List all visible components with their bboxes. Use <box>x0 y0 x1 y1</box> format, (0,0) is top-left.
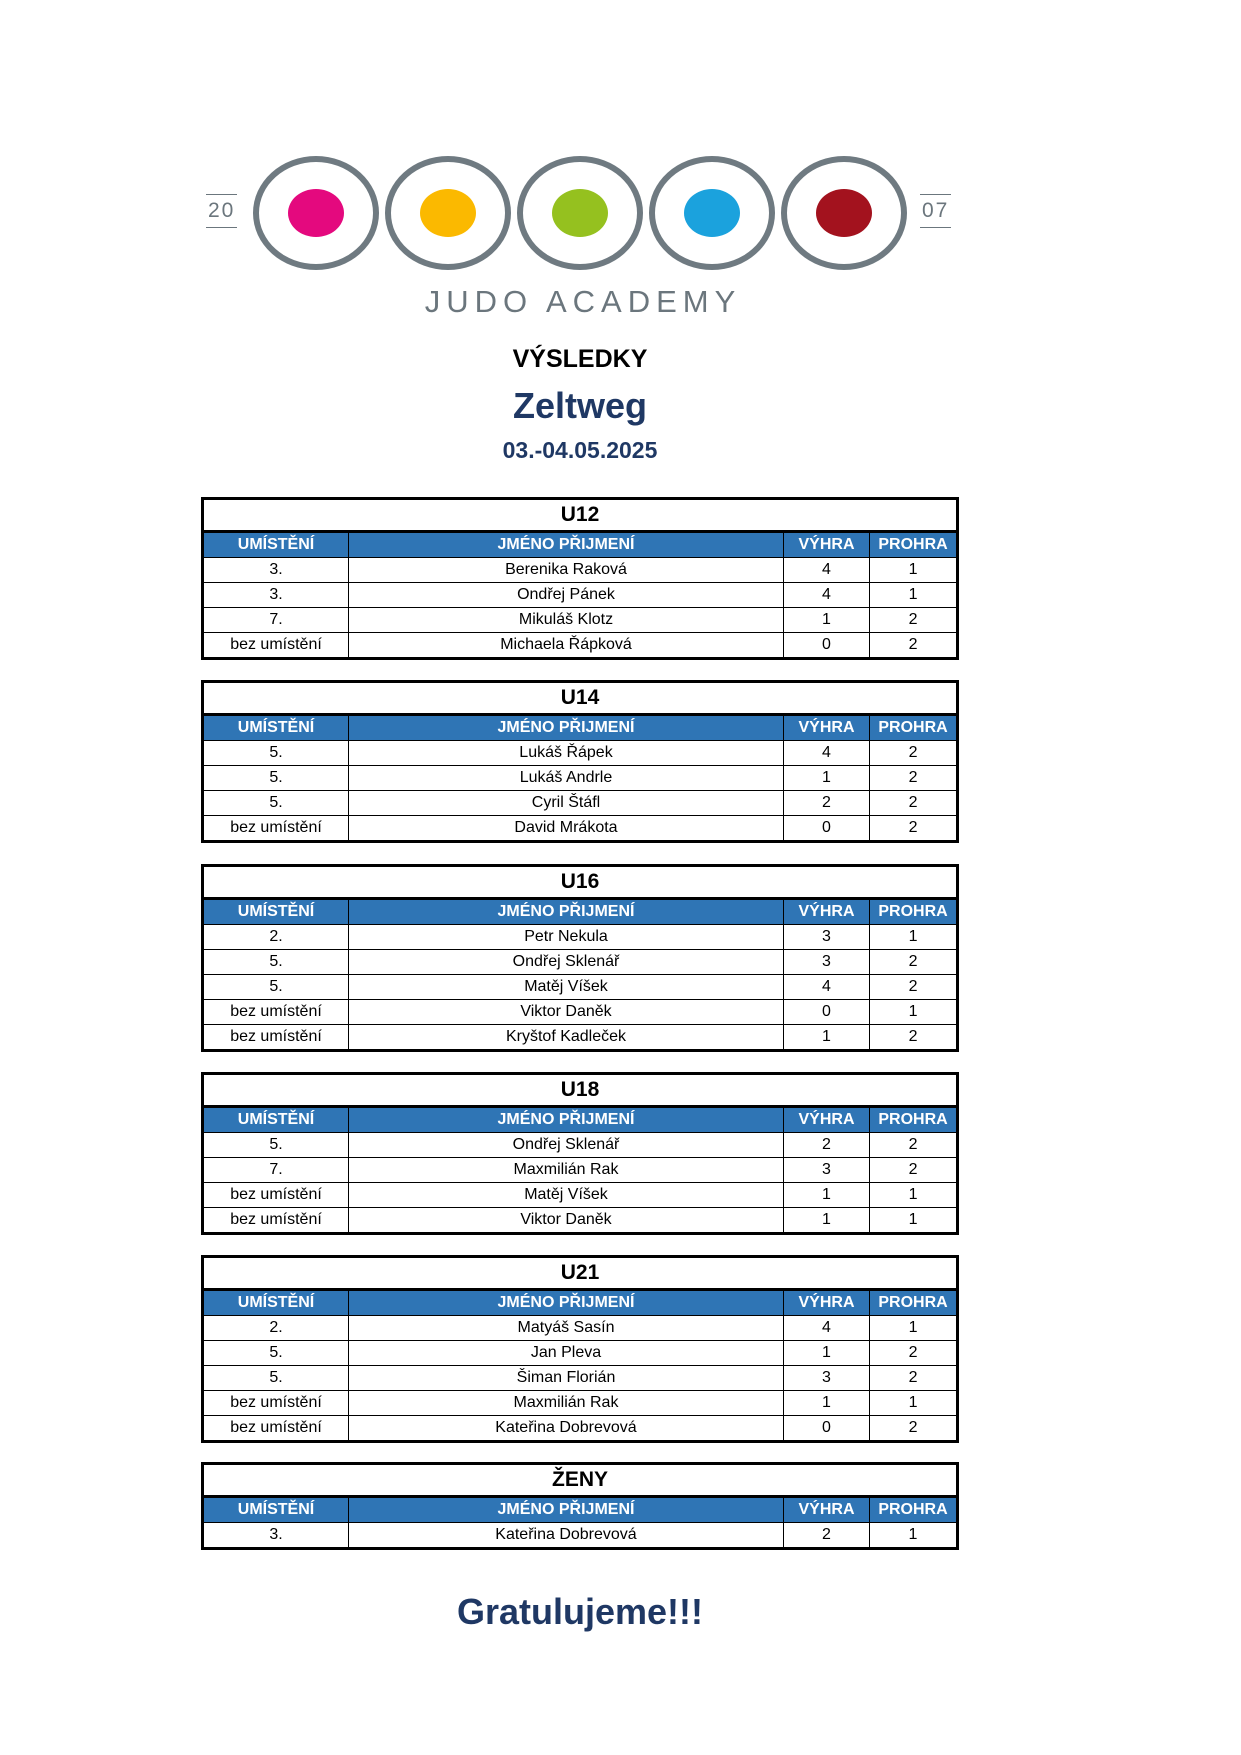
header-name: JMÉNO PŘIJMENÍ <box>349 532 784 558</box>
cell-losses: 2 <box>870 791 958 816</box>
cell-name: Michaela Řápková <box>349 633 784 659</box>
cell-wins: 3 <box>784 950 870 975</box>
cell-losses: 2 <box>870 608 958 633</box>
cell-wins: 4 <box>784 741 870 766</box>
header-name: JMÉNO PŘIJMENÍ <box>349 1290 784 1316</box>
table-row <box>203 558 958 583</box>
category-title: ŽENY <box>203 1464 958 1497</box>
table-row <box>203 1523 958 1549</box>
cell-losses: 2 <box>870 1133 958 1158</box>
cell-name: Viktor Daněk <box>349 1208 784 1234</box>
cell-place: 5. <box>203 1133 349 1158</box>
header-wins: VÝHRA <box>784 532 870 558</box>
cell-losses: 1 <box>870 1208 958 1234</box>
table-row <box>203 791 958 816</box>
cell-place: 2. <box>203 925 349 950</box>
table-row <box>203 816 958 842</box>
page-heading: VÝSLEDKY <box>512 345 648 373</box>
cell-name: Jan Pleva <box>349 1341 784 1366</box>
cell-wins: 2 <box>784 1133 870 1158</box>
logo-brand: JUDO ACADEMY <box>424 284 742 319</box>
cell-wins: 3 <box>784 1158 870 1183</box>
table-row <box>203 766 958 791</box>
cell-losses: 1 <box>870 1183 958 1208</box>
cell-losses: 2 <box>870 1025 958 1051</box>
table-row <box>203 583 958 608</box>
logo-rings <box>253 152 913 272</box>
table-row <box>203 741 958 766</box>
cell-wins: 1 <box>784 1025 870 1051</box>
cell-wins: 1 <box>784 608 870 633</box>
table-row <box>203 1025 958 1051</box>
logo-year-left: 20 <box>206 194 237 228</box>
cell-losses: 1 <box>870 1523 958 1549</box>
header-place: UMÍSTĚNÍ <box>203 1497 349 1523</box>
cell-wins: 1 <box>784 1183 870 1208</box>
cell-losses: 2 <box>870 1366 958 1391</box>
table-row <box>203 1416 958 1442</box>
header-losses: PROHRA <box>870 1107 958 1133</box>
table-row <box>203 950 958 975</box>
cell-name: Matěj Víšek <box>349 975 784 1000</box>
cell-name: Lukáš Andrle <box>349 766 784 791</box>
results-table <box>201 497 959 660</box>
cell-place: bez umístění <box>203 1025 349 1051</box>
cell-name: Petr Nekula <box>349 925 784 950</box>
cell-wins: 4 <box>784 583 870 608</box>
table-row <box>203 925 958 950</box>
header-name: JMÉNO PŘIJMENÍ <box>349 1107 784 1133</box>
logo-ring <box>649 156 775 270</box>
category-title: U16 <box>203 866 958 899</box>
cell-losses: 2 <box>870 1416 958 1442</box>
table-row <box>203 1183 958 1208</box>
table-row <box>203 1341 958 1366</box>
cell-place: bez umístění <box>203 816 349 842</box>
category-title: U21 <box>203 1257 958 1290</box>
cell-losses: 2 <box>870 975 958 1000</box>
results-table <box>201 1072 959 1235</box>
logo-year-right: 07 <box>920 194 951 228</box>
logo-dot-pink <box>288 189 344 237</box>
cell-name: Šiman Florián <box>349 1366 784 1391</box>
cell-losses: 2 <box>870 816 958 842</box>
cell-name: Mikuláš Klotz <box>349 608 784 633</box>
header-losses: PROHRA <box>870 1497 958 1523</box>
results-table <box>201 1255 959 1443</box>
cell-place: 5. <box>203 766 349 791</box>
cell-place: 5. <box>203 975 349 1000</box>
cell-wins: 1 <box>784 766 870 791</box>
cell-name: Matěj Víšek <box>349 1183 784 1208</box>
cell-place: bez umístění <box>203 1183 349 1208</box>
cell-place: 5. <box>203 791 349 816</box>
event-dates: 03.-04.05.2025 <box>502 437 658 463</box>
logo-ring <box>517 156 643 270</box>
table-row <box>203 1316 958 1341</box>
logo-dot-yellow <box>420 189 476 237</box>
cell-losses: 1 <box>870 1391 958 1416</box>
header-place: UMÍSTĚNÍ <box>203 1290 349 1316</box>
cell-losses: 1 <box>870 1316 958 1341</box>
cell-losses: 2 <box>870 633 958 659</box>
header-wins: VÝHRA <box>784 1497 870 1523</box>
header-name: JMÉNO PŘIJMENÍ <box>349 1497 784 1523</box>
header-wins: VÝHRA <box>784 1107 870 1133</box>
table-row <box>203 975 958 1000</box>
logo-dot-green <box>552 189 608 237</box>
cell-place: bez umístění <box>203 1000 349 1025</box>
cell-place: 7. <box>203 1158 349 1183</box>
table-row <box>203 1366 958 1391</box>
cell-losses: 2 <box>870 741 958 766</box>
logo-ring <box>781 156 907 270</box>
category-title: U12 <box>203 499 958 532</box>
closing-message: Gratulujeme!!! <box>456 1591 704 1632</box>
cell-wins: 1 <box>784 1208 870 1234</box>
cell-place: 5. <box>203 950 349 975</box>
cell-place: 3. <box>203 558 349 583</box>
header-place: UMÍSTĚNÍ <box>203 899 349 925</box>
cell-wins: 2 <box>784 1523 870 1549</box>
table-row <box>203 1000 958 1025</box>
cell-wins: 0 <box>784 816 870 842</box>
cell-name: Cyril Štáfl <box>349 791 784 816</box>
cell-name: Berenika Raková <box>349 558 784 583</box>
cell-wins: 4 <box>784 558 870 583</box>
cell-wins: 4 <box>784 975 870 1000</box>
cell-place: bez umístění <box>203 1208 349 1234</box>
table-row <box>203 608 958 633</box>
cell-losses: 1 <box>870 558 958 583</box>
cell-name: Lukáš Řápek <box>349 741 784 766</box>
cell-place: bez umístění <box>203 633 349 659</box>
table-row <box>203 1208 958 1234</box>
header-place: UMÍSTĚNÍ <box>203 1107 349 1133</box>
cell-losses: 2 <box>870 766 958 791</box>
logo-ring <box>385 156 511 270</box>
header-name: JMÉNO PŘIJMENÍ <box>349 715 784 741</box>
cell-name: Viktor Daněk <box>349 1000 784 1025</box>
cell-losses: 2 <box>870 950 958 975</box>
header-place: UMÍSTĚNÍ <box>203 715 349 741</box>
cell-losses: 1 <box>870 925 958 950</box>
cell-name: David Mrákota <box>349 816 784 842</box>
header-wins: VÝHRA <box>784 715 870 741</box>
cell-wins: 2 <box>784 791 870 816</box>
table-row <box>203 1133 958 1158</box>
judo-academy-logo <box>203 152 963 320</box>
cell-losses: 1 <box>870 583 958 608</box>
table-row <box>203 1391 958 1416</box>
cell-name: Kateřina Dobrevová <box>349 1416 784 1442</box>
header-losses: PROHRA <box>870 1290 958 1316</box>
results-table <box>201 864 959 1052</box>
cell-wins: 0 <box>784 633 870 659</box>
logo-ring <box>253 156 379 270</box>
cell-place: 7. <box>203 608 349 633</box>
cell-name: Maxmilián Rak <box>349 1158 784 1183</box>
cell-wins: 4 <box>784 1316 870 1341</box>
cell-losses: 2 <box>870 1158 958 1183</box>
cell-wins: 3 <box>784 925 870 950</box>
cell-wins: 1 <box>784 1341 870 1366</box>
cell-name: Ondřej Pánek <box>349 583 784 608</box>
category-title: U14 <box>203 682 958 715</box>
header-name: JMÉNO PŘIJMENÍ <box>349 899 784 925</box>
cell-name: Kateřina Dobrevová <box>349 1523 784 1549</box>
header-wins: VÝHRA <box>784 899 870 925</box>
cell-place: bez umístění <box>203 1391 349 1416</box>
cell-wins: 1 <box>784 1391 870 1416</box>
results-table <box>201 680 959 843</box>
logo-dot-red <box>816 189 872 237</box>
header-losses: PROHRA <box>870 532 958 558</box>
cell-wins: 0 <box>784 1416 870 1442</box>
logo-dot-blue <box>684 189 740 237</box>
header-losses: PROHRA <box>870 715 958 741</box>
table-row <box>203 1158 958 1183</box>
cell-name: Ondřej Sklenář <box>349 1133 784 1158</box>
cell-wins: 3 <box>784 1366 870 1391</box>
cell-name: Matyáš Sasín <box>349 1316 784 1341</box>
cell-place: 5. <box>203 1366 349 1391</box>
cell-name: Ondřej Sklenář <box>349 950 784 975</box>
cell-wins: 0 <box>784 1000 870 1025</box>
cell-name: Kryštof Kadleček <box>349 1025 784 1051</box>
event-name: Zeltweg <box>512 385 647 426</box>
cell-place: bez umístění <box>203 1416 349 1442</box>
cell-place: 3. <box>203 583 349 608</box>
cell-losses: 1 <box>870 1000 958 1025</box>
cell-place: 5. <box>203 1341 349 1366</box>
header-place: UMÍSTĚNÍ <box>203 532 349 558</box>
cell-place: 5. <box>203 741 349 766</box>
header-losses: PROHRA <box>870 899 958 925</box>
cell-losses: 2 <box>870 1341 958 1366</box>
category-title: U18 <box>203 1074 958 1107</box>
cell-place: 2. <box>203 1316 349 1341</box>
results-table <box>201 1462 959 1550</box>
cell-name: Maxmilián Rak <box>349 1391 784 1416</box>
header-wins: VÝHRA <box>784 1290 870 1316</box>
cell-place: 3. <box>203 1523 349 1549</box>
table-row <box>203 633 958 659</box>
